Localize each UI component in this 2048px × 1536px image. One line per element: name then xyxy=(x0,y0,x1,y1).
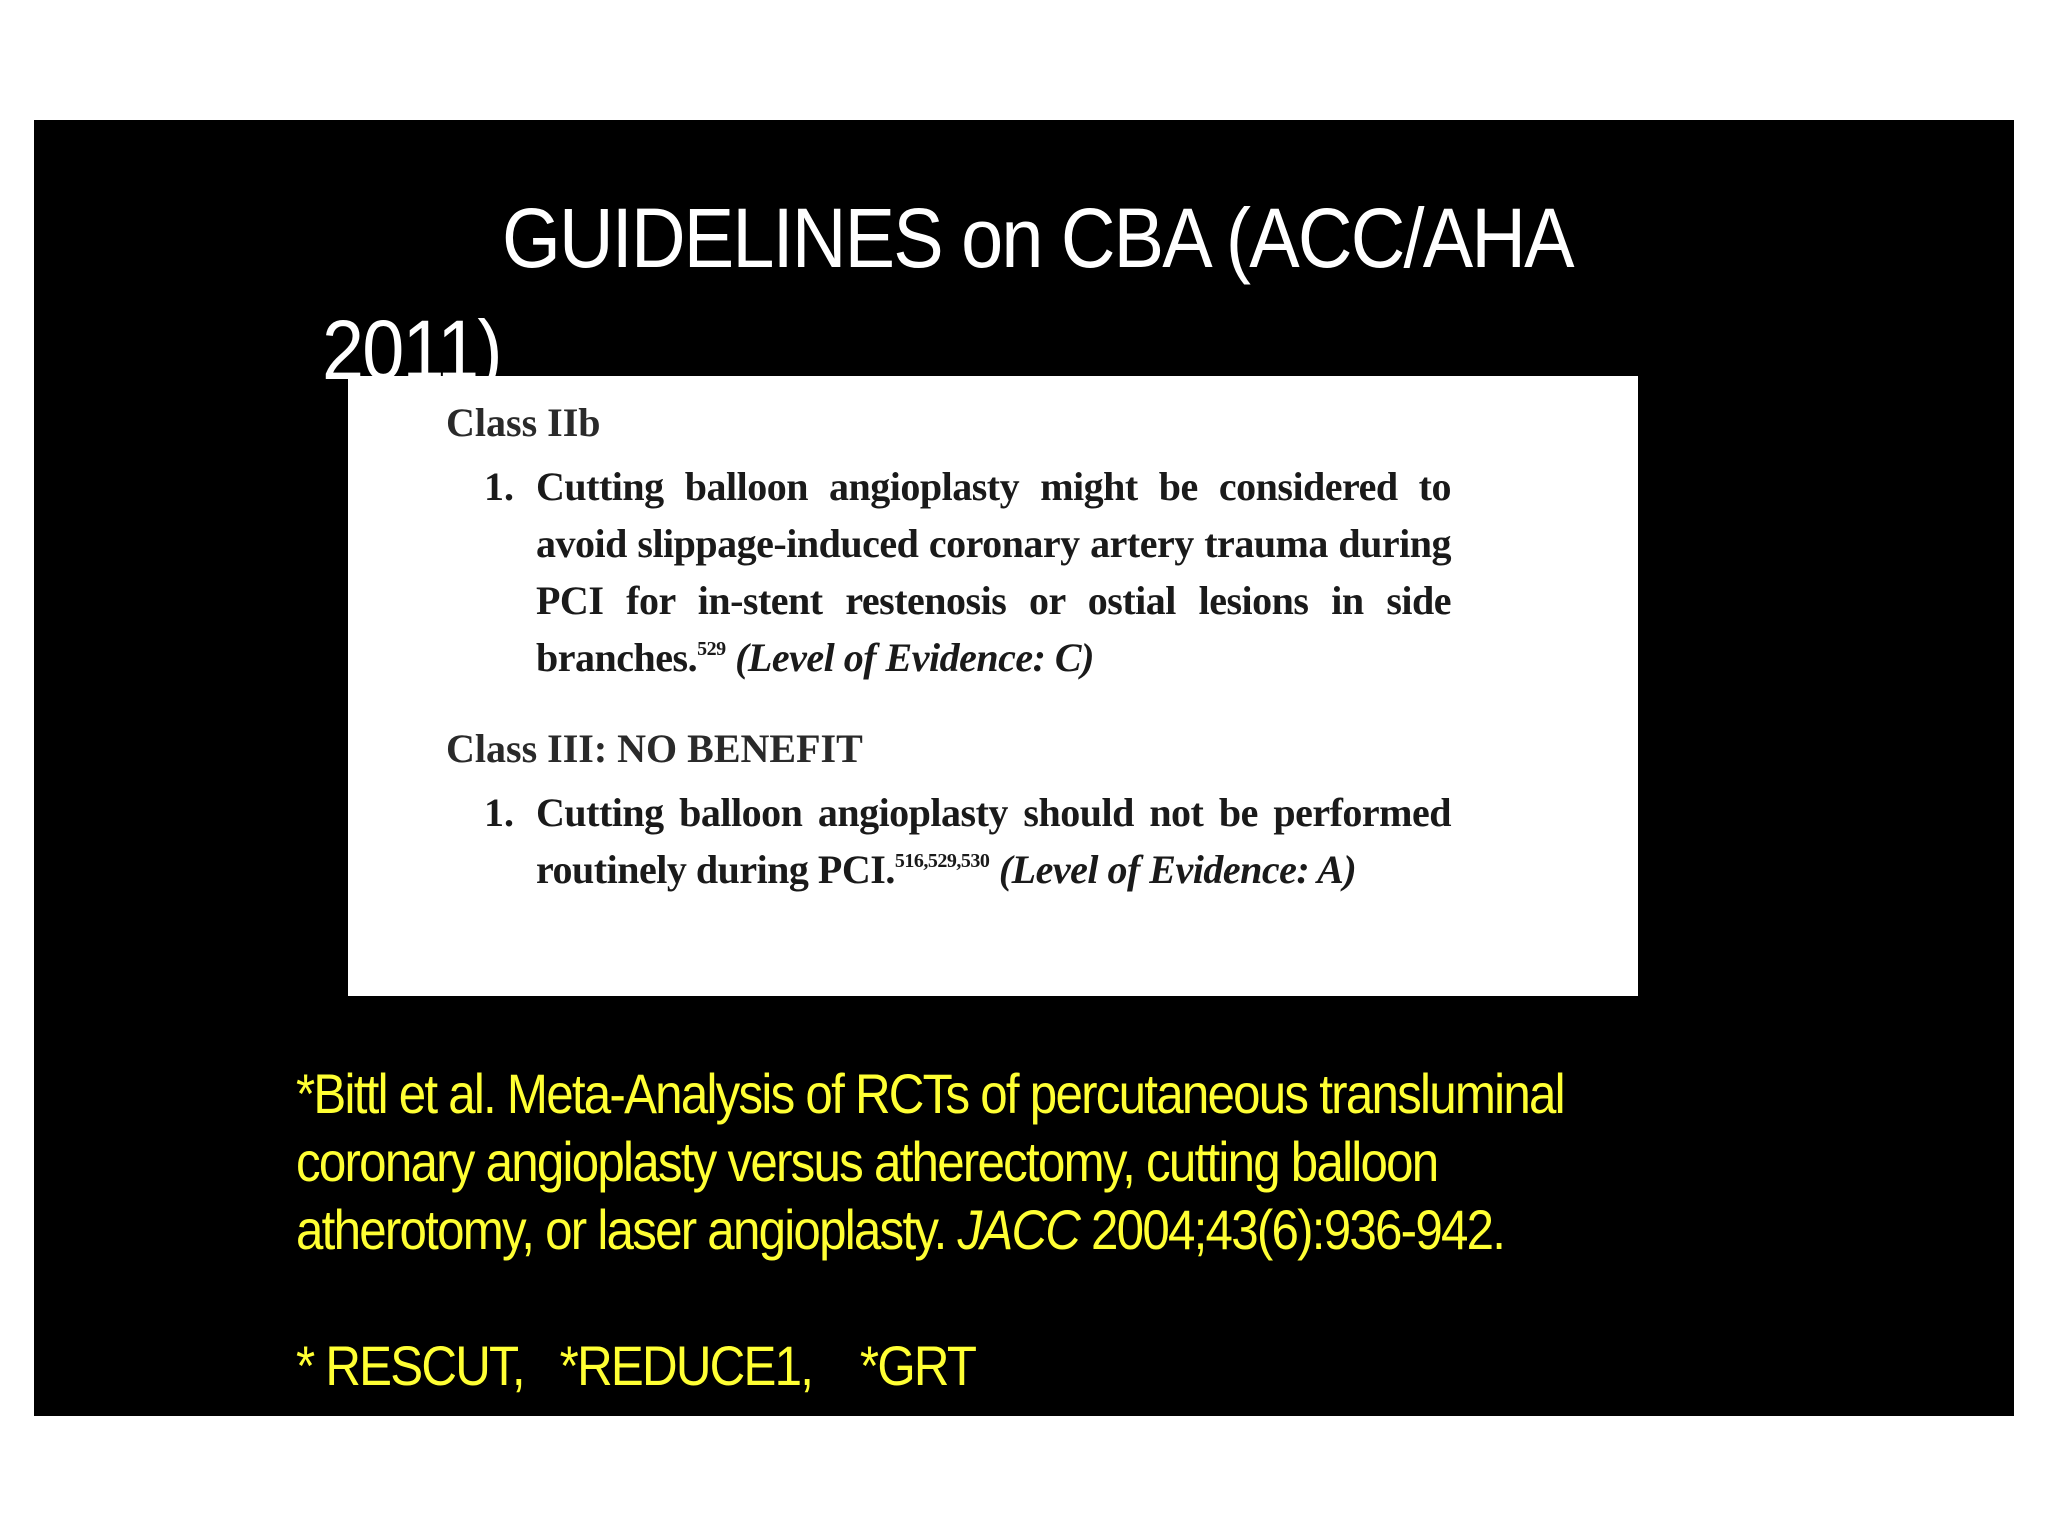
recommendation-number: 1. xyxy=(484,464,514,509)
citation-superscript: 516,529,530 xyxy=(894,850,990,872)
class-iib-recommendation xyxy=(446,458,1451,686)
title-line-2: 2011) xyxy=(322,303,501,397)
reference-journal: JACC xyxy=(957,1198,1080,1261)
trial-list: * RESCUT, *REDUCE1, *GRT xyxy=(296,1334,976,1397)
slide-notes xyxy=(296,1060,1572,1400)
guideline-excerpt-image xyxy=(348,376,1638,996)
level-of-evidence: (Level of Evidence: A) xyxy=(998,847,1357,892)
class-iii-heading: Class III: NO BENEFIT xyxy=(446,726,863,771)
class-iii-recommendation xyxy=(446,784,1451,898)
recommendation-text xyxy=(536,458,1451,686)
citation-superscript: 529 xyxy=(697,638,726,660)
guideline-excerpt-text xyxy=(446,398,1451,898)
reference-details: 2004;43(6):936-942. xyxy=(1079,1198,1505,1261)
slide xyxy=(34,120,2014,1416)
level-of-evidence: (Level of Evidence: C) xyxy=(735,635,1094,680)
recommendation-body: Cutting balloon angioplasty should not be performed routinely during PCI. xyxy=(536,790,1451,892)
recommendation-body: Cutting balloon angioplasty might be considered to avoid slippage-induced coronary artery trauma during PCI for in-stent restenosis or ostial lesions in side branches. xyxy=(536,464,1451,680)
class-iib-heading: Class IIb xyxy=(446,400,601,445)
bittl-reference xyxy=(296,1060,1572,1264)
slide-title xyxy=(322,182,1672,406)
recommendation-text xyxy=(536,784,1451,898)
title-line-1: GUIDELINES on CBA (ACC/AHA xyxy=(502,191,1573,285)
recommendation-number: 1. xyxy=(484,790,514,835)
reference-text: *Bittl et al. Meta-Analysis of RCTs of percutaneous transluminal coronary angioplasty versus atherectomy, cutting balloon atherotomy, or laser angioplasty. xyxy=(296,1062,1564,1261)
